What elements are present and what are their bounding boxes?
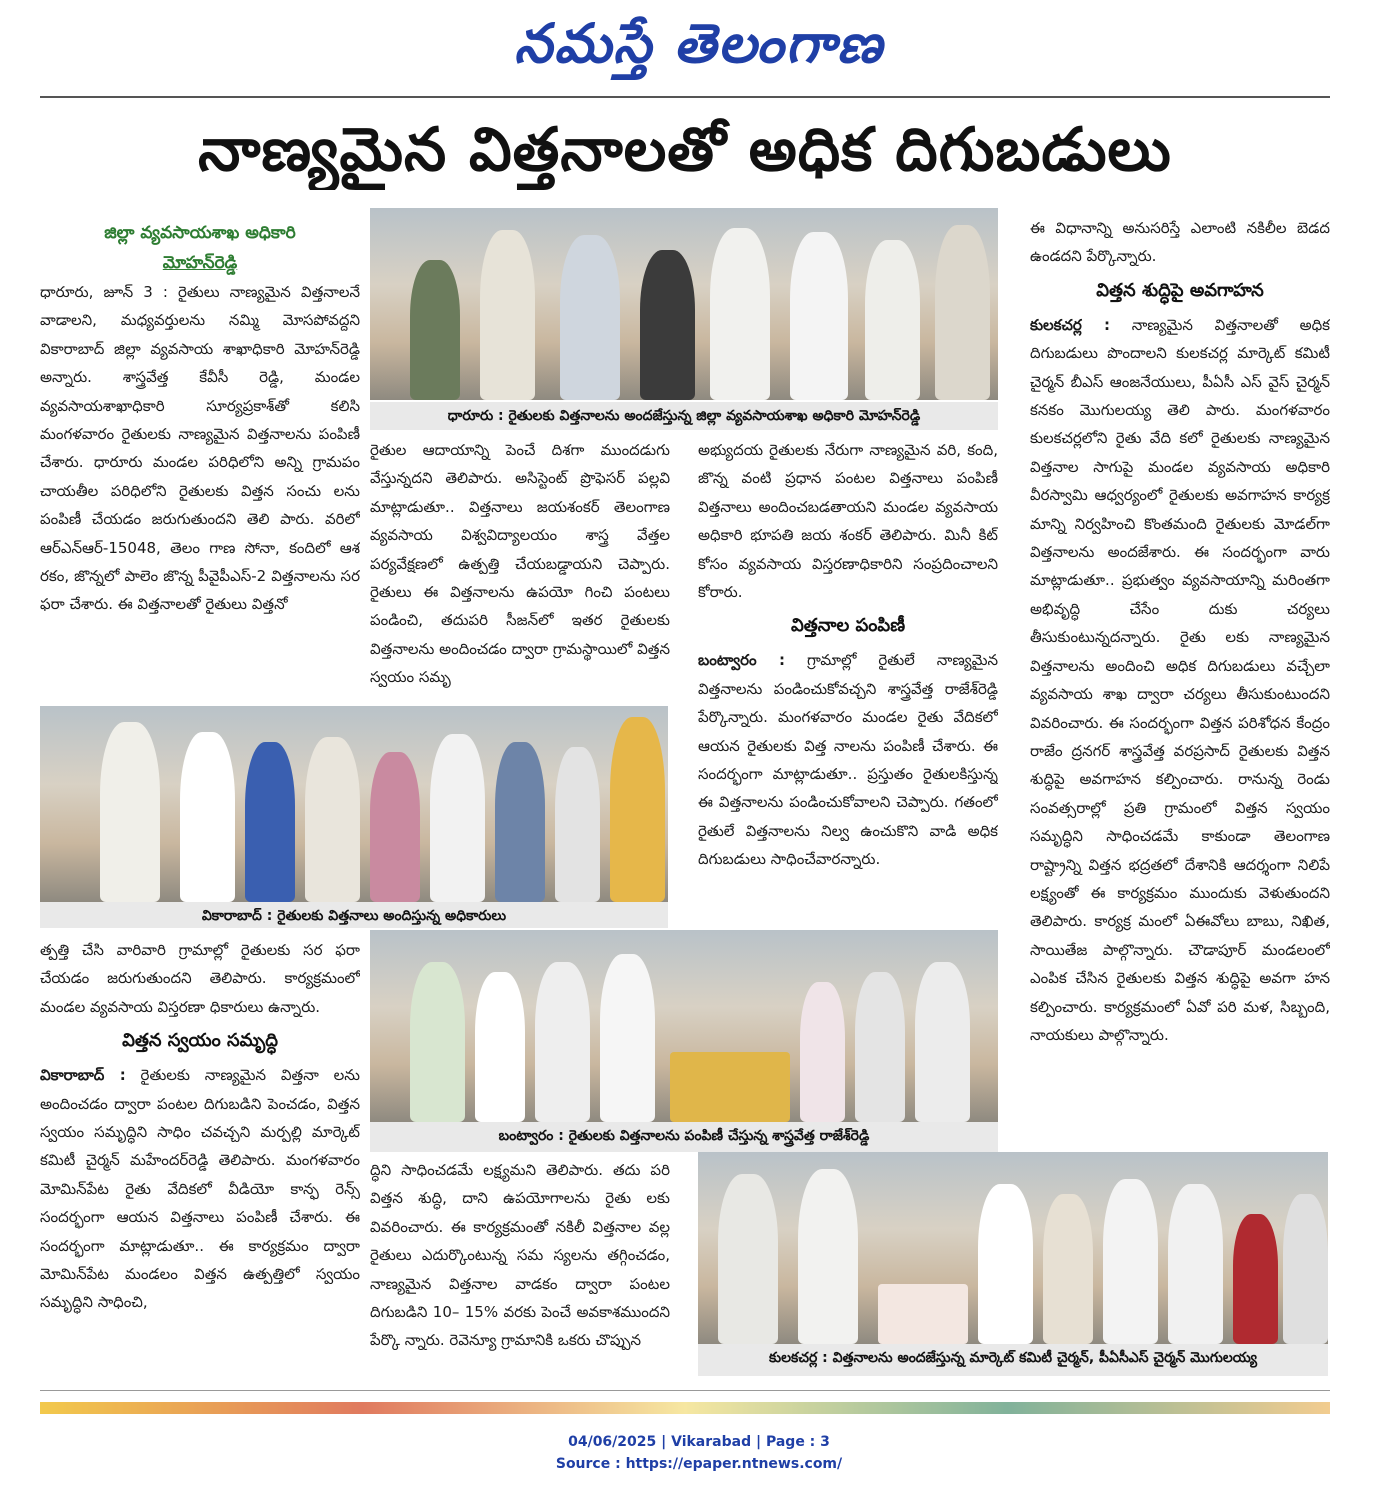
article-paragraph: [40, 1061, 360, 1317]
article-paragraph: త్పత్తి చేసి వారివారి గ్రామాల్లో రైతులకు సర ఫరా చేయడం జరుగుతుందని తెలిపారు. కార్యక్రమంలో మండల వ్యవసాయ విస్తరణా ధికారులు ఉన్నారు.: [40, 941, 360, 1016]
photo-vikarabad: [40, 706, 668, 902]
photo-dharur: [370, 208, 998, 400]
article-text: నాణ్యమైన విత్తనాలతో అధిక దిగుబడులు పొందాలని కులకచర్ల మార్కెట్ కమిటీ చైర్మన్ బీఎస్ ఆంజనేయులు, పీఏసీ ఎస్ వైస్ చైర్మన్ కనకం మొగులయ్య తెలి పారు. మంగళవారం కులకచర్లలోని రైతు వేది కలో రైతులకు నాణ్యమైన విత్తనాల సాగుపై మండల వ్యవసాయ అధికారి వీరస్వామి ఆధ్వర్యంలో రైతులకు అవగాహన కార్యక్ర మాన్ని నిర్వహించి కొంతమంది రైతులకు మోడల్‌గా విత్తనాలను అందజేశారు. ఈ సందర్భంగా వారు మాట్లాడుతూ.. ప్రభుత్వం వ్యవసాయాన్ని మరింతగా అభివృద్ధి చేసేం దుకు చర్యలు తీసుకుంటున్నదన్నారు. రైతు లకు నాణ్యమైన విత్తనాలను అందించి అధిక దిగుబడులు వచ్చేలా వ్యవసాయ శాఖ ద్వారా చర్యలు తీసుకుంటుందని వివరించారు. ఈ సందర్భంగా విత్తన పరిశోధన కేంద్రం రాజేం ద్రనగర్ శాస్త్రవేత్త వరప్రసాద్ రైతులకు విత్తన శుద్ధిపై అవగాహన కల్పించారు. రానున్న రెండు సంవత్సరాల్లో ప్రతి గ్రామంలో విత్తన స్వయం సమృద్ధిని సాధించడమే కాకుండా తెలంగాణ రాష్ట్రాన్ని విత్తన భద్రతలో దేశానికి ఆదర్శంగా నిలిపే లక్ష్యంతో ఈ కార్యక్రమం ముందుకు వెళుతుందని తెలిపారు. కార్యక్ర మంలో ఏఈవోలు బాబు, నిఖిత, సాయితేజ పాల్గొన్నారు. చౌడాపూర్ మండలంలో ఎంపిక చేసిన రైతులకు విత్తన శుద్ధిపై అవగా హన కల్పించారు. కార్యక్రమంలో ఏవో పరి మళ, సిబ్బంది, నాయకులు పాల్గొన్నారు.: [1030, 315, 1330, 1044]
masthead: నమస్తే తెలంగాణ: [514, 11, 884, 75]
caption-photo2: వికారాబాద్ : రైతులకు విత్తనాలు అందిస్తున్న అధికారులు: [40, 902, 668, 928]
subheading: విత్తన శుద్ధిపై అవగాహన: [1096, 279, 1264, 301]
photo-kulakcharla: [698, 1152, 1328, 1344]
byline-name: మోహన్‌రెడ్డి: [162, 253, 238, 273]
subheading: విత్తన స్వయం సమృద్ధి: [122, 1030, 278, 1052]
article-paragraph: ద్ధిని సాధించడమే లక్ష్యమని తెలిపారు. తదు పరి విత్తన శుద్ధి, దాని ఉపయోగాలను రైతు లకు వివరించారు. ఈ కార్యక్రమంతో నకిలీ విత్తనాల వల్ల రైతులు ఎదుర్కొంటున్న సమ స్యలను తగ్గించడం, నాణ్యమైన విత్తనాల వాడకం ద్వారా పంటల దిగుబడిని 10– 15% వరకు పెంచే అవకాశముందని పేర్కొ న్నారు. రెవెన్యూ గ్రామానికి ఒకరు చొప్పున: [370, 1161, 670, 1350]
article-col4: [1030, 214, 1330, 1134]
caption-photo1: ధారూరు : రైతులకు విత్తనాలను అందజేస్తున్న జిల్లా వ్యవసాయశాఖ అధికారి మోహన్‌రెడ్డి: [370, 402, 998, 430]
article-paragraph: [698, 646, 998, 873]
byline-title: జిల్లా వ్యవసాయశాఖ అధికారి: [104, 223, 296, 243]
caption-photo3: బంట్వారం : రైతులకు విత్తనాలను పంపిణీ చేస్తున్న శాస్త్రవేత్త రాజేశ్‌రెడ్డి: [370, 1122, 998, 1152]
bottom-ad-strip: [40, 1402, 1330, 1414]
article-col2-bottom: [370, 1156, 670, 1386]
photo-bantwaram: [370, 930, 998, 1122]
headline: నాణ్యమైన విత్తనాలతో అధిక దిగుబడులు: [198, 115, 1172, 185]
footer-date-edition: 04/06/2025 | Vikarabad | Page : 3: [568, 1434, 830, 1450]
dateline: బంట్వారం :: [698, 651, 786, 670]
article-col2-top: [370, 436, 670, 698]
masthead-rule: [40, 96, 1330, 98]
article-paragraph: ధారూరు, జూన్ 3 : రైతులు నాణ్యమైన విత్తనాలనే వాడాలని, మధ్యవర్తులను నమ్మి మోసపోవద్దని వికారాబాద్ జిల్లా వ్యవసాయ శాఖాధికారి మోహన్‌రెడ్డి అన్నారు. శాస్త్రవేత్త కేవీసీ రెడ్డి, మండల వ్యవసాయశాఖాధికారి సూర్యప్రకాశ్‌తో కలిసి మంగళవారం రైతులకు నాణ్యమైన విత్తనాలను పంపిణీ చేశారు. ధారూరు మండల పరిధిలోని అన్ని గ్రామపం చాయతీల పరిధిలోని రైతులకు విత్తన సంచు లను పంపిణీ చేయడం జరుగుతుందని తెలి పారు. వరిలో ఆర్ఎన్ఆర్-15048, తెలం గాణ సోనా, కందిలో ఆశ రకం, జొన్నలో పాలెం జొన్న పీవైపీఎస్-2 విత్తనాలను సర ఫరా చేశారు. ఈ విత్తనాలతో రైతులు విత్తనో: [40, 283, 360, 614]
article-paragraph: [1030, 311, 1330, 1050]
dateline: వికారాబాద్ :: [40, 1066, 126, 1085]
article-paragraph: ఈ విధానాన్ని అనుసరిస్తే ఎలాంటి నకిలీల బెడద ఉండదని పేర్కొన్నారు.: [1030, 219, 1330, 266]
article-col1-top: [40, 218, 360, 698]
article-col1-bottom: [40, 936, 360, 1386]
subheading: విత్తనాల పంపిణీ: [790, 615, 906, 637]
bottom-rule: [40, 1390, 1330, 1391]
article-col3: [698, 436, 998, 926]
article-text: గ్రామాల్లో రైతులే నాణ్యమైన విత్తనాలను పండించుకోవచ్చని శాస్త్రవేత్త రాజేశ్‌రెడ్డి పేర్కొన్నారు. మంగళవారం మండల రైతు వేదికలో ఆయన రైతులకు విత్త నాలను పంపిణీ చేశారు. ఈ సందర్భంగా మాట్లాడుతూ.. ప్రస్తుతం రైతులకిస్తున్న ఈ విత్తనాలను పండించుకోవాలని చెప్పారు. గతంలో రైతులే విత్తనాలను నిల్వ ఉంచుకొని వాడి అధిక దిగుబడులు సాధించేవారన్నారు.: [698, 651, 998, 869]
footer-source-link[interactable]: Source : https://epaper.ntnews.com/: [555, 1456, 843, 1472]
article-text: రైతులకు నాణ్యమైన విత్తనా లను అందించడం ద్వారా పంటల దిగుబడిని పెంచడం, విత్తన స్వయం సమృద్ధిని సాధిం చవచ్చని మర్పల్లి మార్కెట్ కమిటీ చైర్మన్ మహేందర్‌రెడ్డి తెలిపారు. మంగళవారం మోమిన్‌పేట రైతు వేదికలో వీడియో కాన్ఫ రెన్స్ సందర్భంగా ఆయన విత్తనాలు పంపిణీ చేశారు. ఈ సందర్భంగా మాట్లాడుతూ.. ఈ కార్యక్రమం ద్వారా మోమిన్‌పేట మండలం విత్తన ఉత్పత్తిలో స్వయం సమృద్ధిని సాధించి,: [40, 1066, 360, 1312]
caption-photo4: కులకచర్ల : విత్తనాలను అందజేస్తున్న మార్కెట్ కమిటీ చైర్మన్, పీఏసీఎస్ చైర్మన్ మొగులయ్య: [698, 1344, 1328, 1376]
article-paragraph: రైతుల ఆదాయాన్ని పెంచే దిశగా ముందడుగు వేస్తున్నదని తెలిపారు. అసిస్టెంట్ ప్రొఫెసర్ పల్లవి మాట్లాడుతూ.. విత్తనాలు జయశంకర్ తెలంగాణ వ్యవసాయ విశ్వవిద్యాలయం శాస్త్ర వేత్తల పర్యవేక్షణలో ఉత్పత్తి చేయబడ్డాయని చెప్పారు. రైతులు ఈ విత్తనాలను ఉపయో గించి పంటలు పండించి, తదుపరి సీజన్‌లో ఇతర రైతులకు విత్తనాలను అందించడం ద్వారా గ్రామస్థాయిలో విత్తన స్వయం సమృ: [370, 441, 670, 687]
article-paragraph: అభ్యుదయ రైతులకు నేరుగా నాణ్యమైన వరి, కంది, జొన్న వంటి ప్రధాన పంటల విత్తనాలు పంపిణీ విత్తనాలు అందించబడతాయని మండల వ్యవసాయ అధికారి భూపతి జయ శంకర్ తెలిపారు. మినీ కిట్ కోసం వ్యవసాయ విస్తరణాధికారిని సంప్రదించాలని కోరారు.: [698, 441, 998, 602]
dateline: కులకచర్ల :: [1030, 315, 1110, 334]
